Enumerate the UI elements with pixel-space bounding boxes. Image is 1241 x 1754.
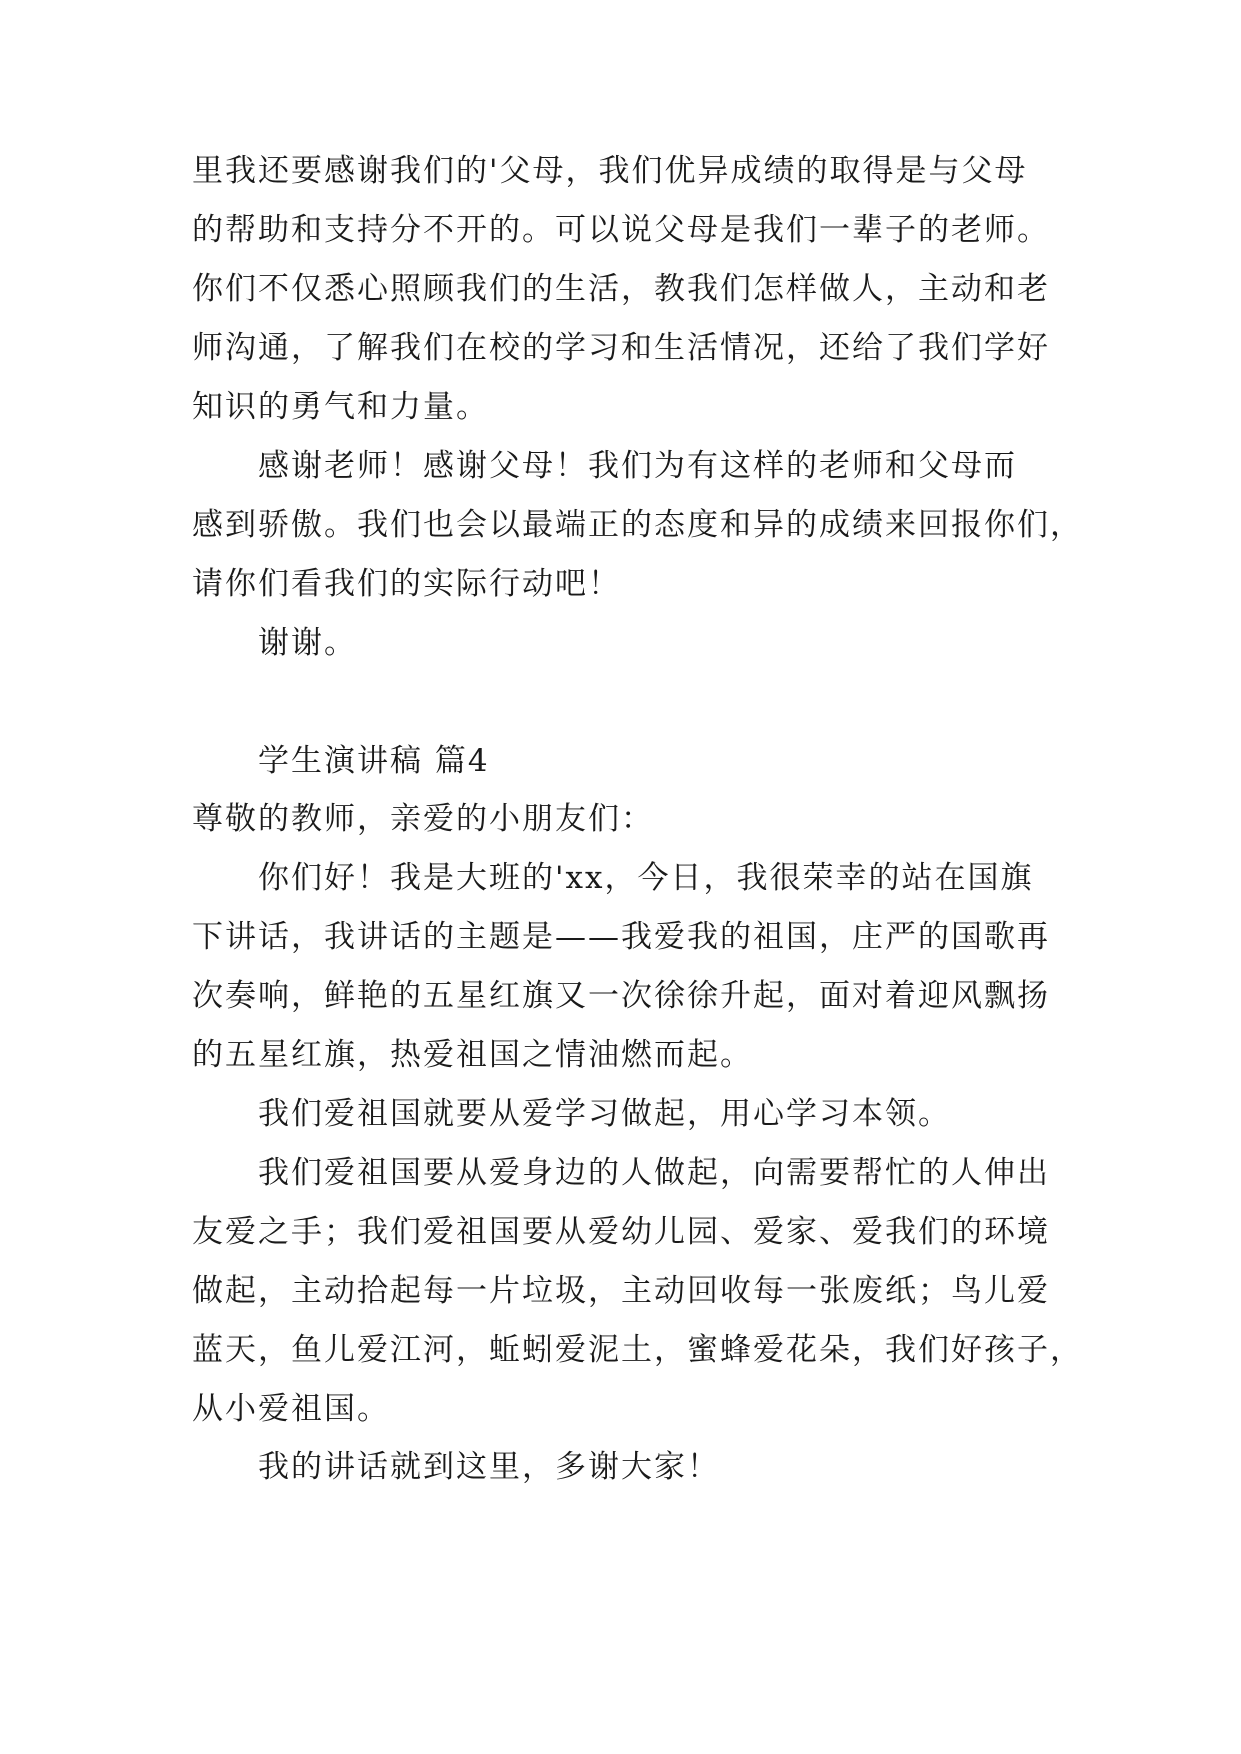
paragraph-line: 我们爱祖国就要从爱学习做起，用心学习本领。 bbox=[258, 1096, 951, 1132]
section-heading: 学生演讲稿 篇4 bbox=[258, 743, 490, 779]
paragraph-line: 我们爱祖国要从爱身边的人做起，向需要帮忙的人伸出 bbox=[258, 1155, 1050, 1191]
paragraph-line: 友爱之手；我们爱祖国要从爱幼儿园、爱家、爱我们的环境 bbox=[192, 1214, 1050, 1250]
paragraph-line: 次奏响，鲜艳的五星红旗又一次徐徐升起，面对着迎风飘扬 bbox=[192, 978, 1050, 1014]
paragraph-line: 感谢老师！感谢父母！我们为有这样的老师和父母而 bbox=[258, 448, 1017, 484]
paragraph-line: 的帮助和支持分不开的。可以说父母是我们一辈子的老师。 bbox=[192, 212, 1050, 248]
paragraph-line: 蓝天，鱼儿爱江河，蚯蚓爱泥土，蜜蜂爱花朵，我们好孩子， bbox=[192, 1332, 1083, 1368]
salutation: 尊敬的教师，亲爱的小朋友们： bbox=[192, 801, 654, 837]
paragraph-line: 感到骄傲。我们也会以最端正的态度和异的成绩来回报你们， bbox=[192, 507, 1083, 543]
paragraph-line: 师沟通，了解我们在校的学习和生活情况，还给了我们学好 bbox=[192, 330, 1050, 366]
paragraph-line: 做起，主动拾起每一片垃圾，主动回收每一张废纸；鸟儿爱 bbox=[192, 1273, 1050, 1309]
paragraph-line: 请你们看我们的实际行动吧！ bbox=[192, 566, 621, 602]
paragraph-line: 的五星红旗，热爱祖国之情油燃而起。 bbox=[192, 1037, 753, 1073]
paragraph-line: 谢谢。 bbox=[258, 625, 357, 661]
paragraph-line: 你们不仅悉心照顾我们的生活，教我们怎样做人，主动和老 bbox=[192, 271, 1050, 307]
paragraph-line: 知识的勇气和力量。 bbox=[192, 389, 489, 425]
paragraph-line: 里我还要感谢我们的'父母，我们优异成绩的取得是与父母 bbox=[192, 153, 1028, 189]
paragraph-line: 下讲话，我讲话的主题是——我爱我的祖国，庄严的国歌再 bbox=[192, 919, 1050, 955]
paragraph-line: 你们好！我是大班的'xx，今日，我很荣幸的站在国旗 bbox=[258, 860, 1034, 896]
paragraph-line: 我的讲话就到这里，多谢大家！ bbox=[258, 1449, 720, 1485]
paragraph-line: 从小爱祖国。 bbox=[192, 1391, 390, 1427]
